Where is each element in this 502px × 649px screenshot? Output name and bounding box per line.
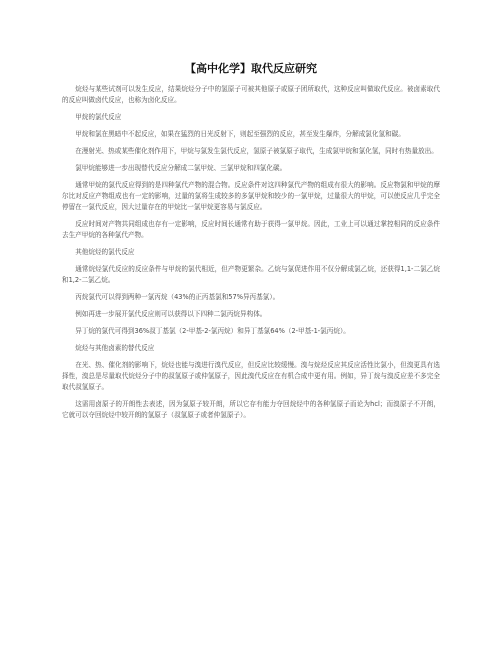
paragraph: 反应时间对产物共同组成也存有一定影响，反应时间长通常有助于获得一氯甲烷。因此，工业上可以通过掌控相同的反应条件去生产甲烷的各种氯代产物。 (62, 220, 440, 239)
paragraph: 甲烷和氯在黑暗中不起反应，如果在猛烈的日光反射下，则起至强烈的反应，甚至发生爆炸，分解成氯化氢和碳。 (75, 130, 405, 138)
section-heading: 甲烷的氯代反应 (75, 113, 122, 121)
paragraph: 这需用卤原子的开朗性去表述，因为氯原子较开朗，所以它存有能力夺回烷烃中的各种氢原子而论为hcl；而溴原子不开朗，它就可以夺回烷烃中较开朗的氢原子（叔氢原子或者仲氢原子）。 (62, 400, 440, 419)
paragraph: 通常烷烃氯代反应的反应条件与甲烷的氯代相近，但产物更繁杂。乙烷与氯促进作用不仅分解成氯乙烷，还获得1,1-二氯乙烷和1,2-二氯乙烷。 (62, 265, 440, 284)
paragraph: 通常甲烷的氯代反应得到的是四种氯代产物的混合物。反应条件对这四种氯代产物的组成有很大的影响。反应物氯和甲烷的摩尔比对反应产物组成也有一定的影响，过量的氯将生成较多的多氯甲烷和较少的一氯甲烷，过量很大的甲烷，可以使反应几乎完全停留在一氯代反应，因大过量存在的甲烷比一氯甲烷更容易与氯反应。 (62, 181, 440, 211)
paragraph: 异丁烷的氯代可得到36%叔丁基氯（2-甲基-2-氯丙烷）和异丁基氯64%（2-甲基-1-氯丙烷）。 (75, 327, 350, 335)
section-heading: 烷烃与其他卤素的替代反应 (75, 344, 155, 352)
paragraph: 氯甲烷能够进一步出现替代反应分解成二氯甲烷、三氯甲烷和四氯化碳。 (75, 164, 287, 172)
paragraph: 在光、热、催化剂的影响下，烷烃也能与溴进行溴代反应，但反应比较缓慢。溴与烷烃反应其反应活性比氯小，但溴更具有选择性，溴总是尽量取代烷烃分子中的叔氢原子或仲氢原子，因此溴代反应在有机合成中更有用。例如，异丁烷与溴反应差不多完全取代叔氢原子。 (62, 361, 440, 391)
paragraph: 例如再进一步展开氯代反应则可以获得以下四种二氯丙烷异构体。 (75, 310, 267, 318)
section-heading: 其他烷烃的氯代反应 (75, 248, 135, 256)
paragraph: 在漫射光、热或某些催化剂作用下，甲烷与氯发生氯代反应，氢原子被氯原子取代，生成氯甲烷和氯化氢，同时有热量放出。 (75, 147, 438, 155)
paragraph: 烷烃与某些试剂可以发生反应，结果烷烃分子中的氢原子可被其他原子或原子团所取代，这种反应叫做取代反应。被卤素取代的反应叫做卤代反应，也称为卤化反应。 (62, 85, 440, 104)
paragraph: 丙烷氯代可以得到两种一氯丙烷（43%的正丙基氯和57%异丙基氯）。 (75, 293, 280, 301)
document-title: 【高中化学】取代反应研究 (185, 62, 317, 75)
document-body (62, 84, 440, 421)
